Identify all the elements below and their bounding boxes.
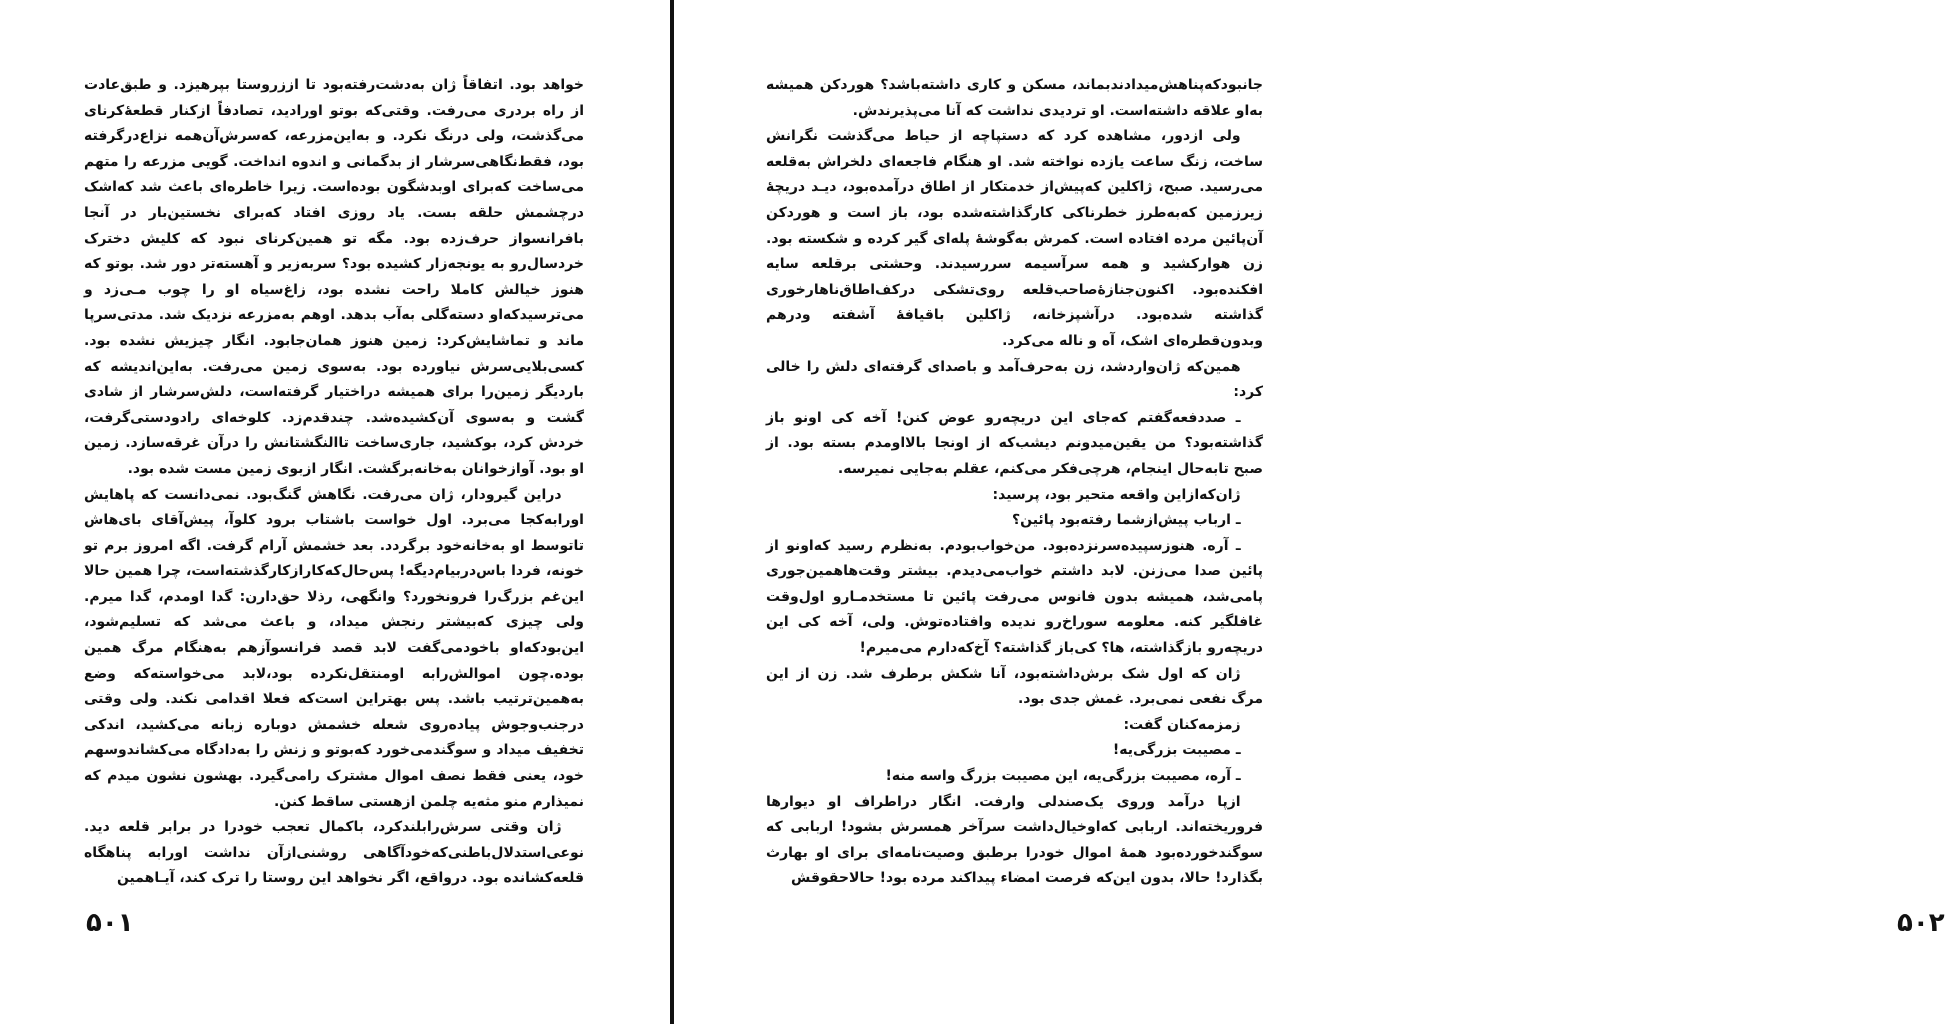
right-page-text [766,73,1263,892]
page-number: ۵۰۱ [86,908,134,938]
dialogue-line: ـ ارباب پیش‌ازشما رفته‌بود پائین؟ [1012,512,1241,529]
book-spine-divider [670,0,674,1024]
paragraph: ولی ازدور، مشاهده‌ کرد که دستپاچه از حیاط می‌گذشت نگرانش ساخت، زنگ ساعت یازده نواخته شد. او هنگام فاجعه‌ای دلخراش به‌قلعه می‌رسید. صبح، ژاکلین که‌پیش‌از خدمتکار از اطاق درآمده‌بود، دیـد دریچهٔ زیرزمین که‌به‌طرز خطرناکی کارگذاشته‌شده بود، باز است و هوردکن آن‌پائین مرده افتاده است. کمرش به‌گوشهٔ پله‌ای گیر کرده و شکسته بود. زن هوارکشید و همه سرآسیمه سررسیدند. وحشتی بر‌قلعه سایه افکنده‌بود. اکنون‌جنازهٔ‌صاحب‌قلعه روی‌تشکی درکف‌اطاق‌ناهارخوری گذاشته شده‌بود. درآشپزخانه، ژاکلین باقیافهٔ آشفته ودرهم وبدون‌قطره‌ای اشک، آه و ناله می‌کرد. [766,128,1263,349]
dialogue-line: ژان که اول شک برش‌داشته‌بود، آنا شکش برطرف شد. زن از این مرگ نفعی نمی‌برد. غمش جدی بود. [766,665,1263,708]
right-page [676,0,1945,1024]
paragraph: همین‌که ژان‌واردشد، زن به‌حرف‌آمد و باصدای گرفته‌ای دلش را خالی کرد: [766,358,1263,401]
paragraph: جانبودکه‌پناهش‌میدادندبماند، مسکن و کاری داشته‌باشد؟ هوردکن همیشه به‌او علاقه داشته‌است. او تردیدی نداشت که آنا می‌پذیرندش. [766,77,1263,119]
paragraph: ژان وقتی سرش‌رابلندکرد، باکمال تعجب خودرا در برابر قلعه دید. نوعی‌استدلال‌باطنی‌که‌خودآگاهی روشنی‌ازآن نداشت اورابه پناهگاه قلعه‌کشانده بود. درواقع، اگر نخواهد این روستا را ترک کند، آیـاهمین [84,819,584,887]
dialogue-line: ـ صددفعه‌گفتم که‌جای این دریچه‌رو عوض کنن! آخه کی اونو باز گذاشته‌بود؟ من یقین‌میدونم دیشب‌که از اونجا بالااومدم بسته بود. از صبح تابه‌حال اینجام، هرچی‌فکر می‌کنم، عقلم به‌جایی نمیرسه. [766,409,1263,477]
dialogue-line: ـ مصیبت بزرگی‌یه! [1112,742,1241,759]
paragraph: دراین گیرودار، ژان می‌رفت. نگاهش گنگ‌بود. نمی‌دانست که پاهایش اورابه‌کجا می‌برد. اول خواست باشتاب برود کلوآ، پیش‌آقای بای‌هاش تاتوسط او به‌خانه‌خود برگردد. بعد خشمش آرام گرفت. اگه امروز برم تو خونه، فردا باس‌دربیام‌دیگه! پس‌حال‌که‌کارازکارگذشته‌است، چرا همین حالا این‌غم بزرگ‌را فرونخورد؟ وانگهی، رذلا حق‌دارن: گدا اومدم، گدا میرم. ولی چیزی که‌بیشتر رنجش میداد، و باعث می‌شد که تسلیم‌شود، این‌بودکه‌او باخودمی‌گفت لابد قصد فرانسوآزهم به‌هنگام مرگ همین بوده.چون اموالش‌را‌به اومنتقل‌نکرده بود،لابد می‌خواسته‌که وضع به‌همین‌ترتیب باشد. پس بهتراین است‌که فعلا اقدامی نکند. ولی وقتی درجنب‌وجوش پیاده‌روی شعله خشمش دوباره زبانه می‌کشید، اندکی تخفیف میداد و سوگندمی‌خورد که‌بوتو و زنش را به‌دادگاه می‌کشاندوسهم خود، یعنی فقط نصف اموال مشترک رامی‌گیرد. بهشون نشون میدم که نمیذارم منو مثه‌یه چلمن ازهستی ساقط کنن. [84,486,584,810]
left-page-text [84,73,584,892]
page-number: ۵۰۲ [1897,908,1945,938]
dialogue-line: ـ آره، مصیبت بزرگی‌یه، این مصیبت بزرگ واسه منه! [885,768,1241,785]
paragraph: ازپا درآمد وروی یک‌صندلی وارفت. انگار دراطراف او دیوارها فروریخته‌اند. اربابی که‌اوخیال‌داشت سرآخر همسرش بشود! اربابی که سوگندخورده‌بود همهٔ اموال خودرا برطبق وصیت‌نامه‌ای برای او بهارث بگذارد! حالا، بدون این‌که فرصت امضاء پیداکند مرده بود! حالاحقوقش [766,793,1263,887]
paragraph: خواهد بود. اتفاقاً ژان به‌دشت‌رفته‌بود تا اززروستا بپرهیزد. و طبق‌عادت از راه بردری می‌رفت. وقتی‌که بوتو اورادید، تصادفاً ازکنار قطعهٔ‌کرنای می‌گذشت، ولی درنگ نکرد. و به‌این‌مزرعه، که‌سرش‌آن‌همه نزاع‌درگرفته بود، فقط‌نگاهی‌سرشار از بدگمانی و اندوه انداخت. گویی مزرعه را متهم می‌ساخت که‌برای اوبدشگون بوده‌است. زیرا خاطره‌ای باعث شد که‌اشک درچشمش حلقه بست. یاد روزی افتاد که‌برای نخستین‌بار در آنجا بافرانسواز حرف‌زده بود. مگه تو همین‌کرنای نبود که کلیش دخترک خردسال‌رو به یونجه‌زار کشیده بود؟ سربه‌زیر و آهسته‌تر دور شد. بوتو که هنوز خیالش کاملا راحت نشده بود، زاغ‌سیاه او را چوب مـی‌زد و می‌ترسیدکه‌او دسته‌گلی به‌آب بدهد. اوهم به‌مزرعه نزدیک شد. مدتی‌سرپا ماند و تماشایش‌کرد: زمین هنوز همان‌جابود. انگار چیزیش نشده بود. کسی‌بلایی‌سرش نیاورده بود. به‌سوی زمین می‌رفت. به‌این‌اندیشه که باردیگر زمین‌را برای همیشه دراختیار گرفته‌است، دلش‌سرشار از شادی گشت و به‌سوی آن‌کشیده‌شد. چندقدم‌زد. کلوخه‌ای رادودستی‌گرفت، خردش کرد، بوکشید، جاری‌ساخت تاالنگشتانش را درآن غرقه‌سازد. زمین او بود. آوازخوانان به‌خانه‌برگشت. انگار ازبوی زمین مست شده بود. [84,77,584,477]
dialogue-line: ـ آره. هنوزسپیده‌سرنزده‌بود. من‌خواب‌بودم. به‌نظرم رسید که‌اونو از پائین صدا می‌زنن. لابد داشتم خواب‌می‌دیدم. بیشتر وقت‌هاهمین‌جوری پامی‌شد، همیشه بدون فانوس می‌رفت پائین تا مستخدمـارو اول‌وقت غافلگیر کنه. معلومه سوراخ‌رو ندیده وافتاده‌توش. ولی، آخه کی این دریچه‌رو بازگذاشته، ها؟ کی‌باز گذاشته؟ آخ‌که‌دارم می‌میرم! [766,537,1263,657]
left-page [0,0,672,1024]
dialogue-line: ژان‌که‌ازاین واقعه متحیر بود، پرسید: [992,486,1241,503]
dialogue-line: زمزمه‌کنان گفت: [1123,716,1241,733]
